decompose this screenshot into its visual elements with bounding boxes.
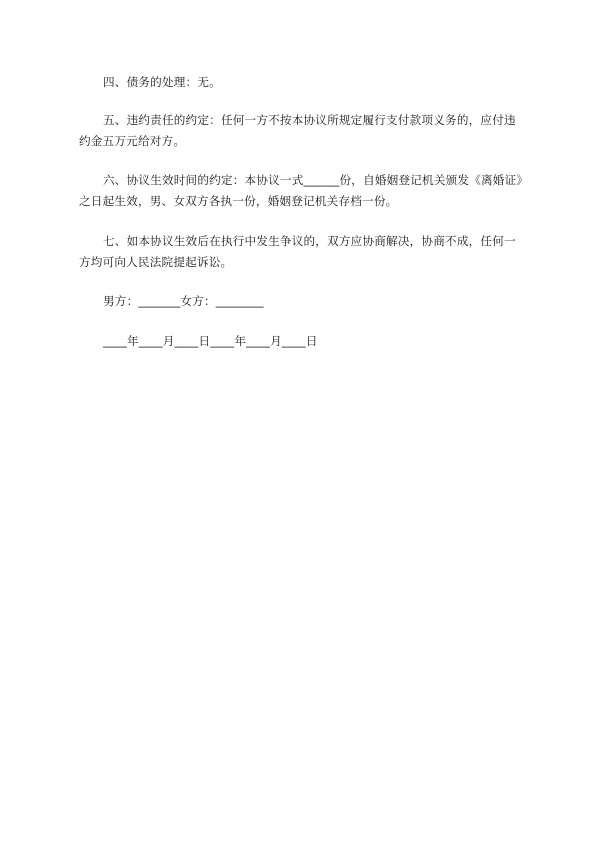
document-body [79,72,524,352]
dispute-resolution-clause: 七、如本协议生效后在执行中发生争议的，双方应协商解决，协商不成，任何一方均可向人民法院提起诉讼。 [79,234,516,269]
debt-clause: 四、债务的处理：无。 [103,75,221,89]
signature-line: 男方：_______女方：________ [103,294,264,308]
breach-liability-clause: 五、违约责任的约定：任何一方不按本协议所规定履行支付款项义务的，应付违约金五万元给对方。 [79,113,516,148]
effective-date-clause: 六、协议生效时间的约定：本协议一式______份，自婚姻登记机关颁发《离婚证》之日起生效，男、女双方各执一份，婚姻登记机关存档一份。 [79,173,523,208]
date-line: ____年____月____日____年____月____日 [103,334,318,348]
